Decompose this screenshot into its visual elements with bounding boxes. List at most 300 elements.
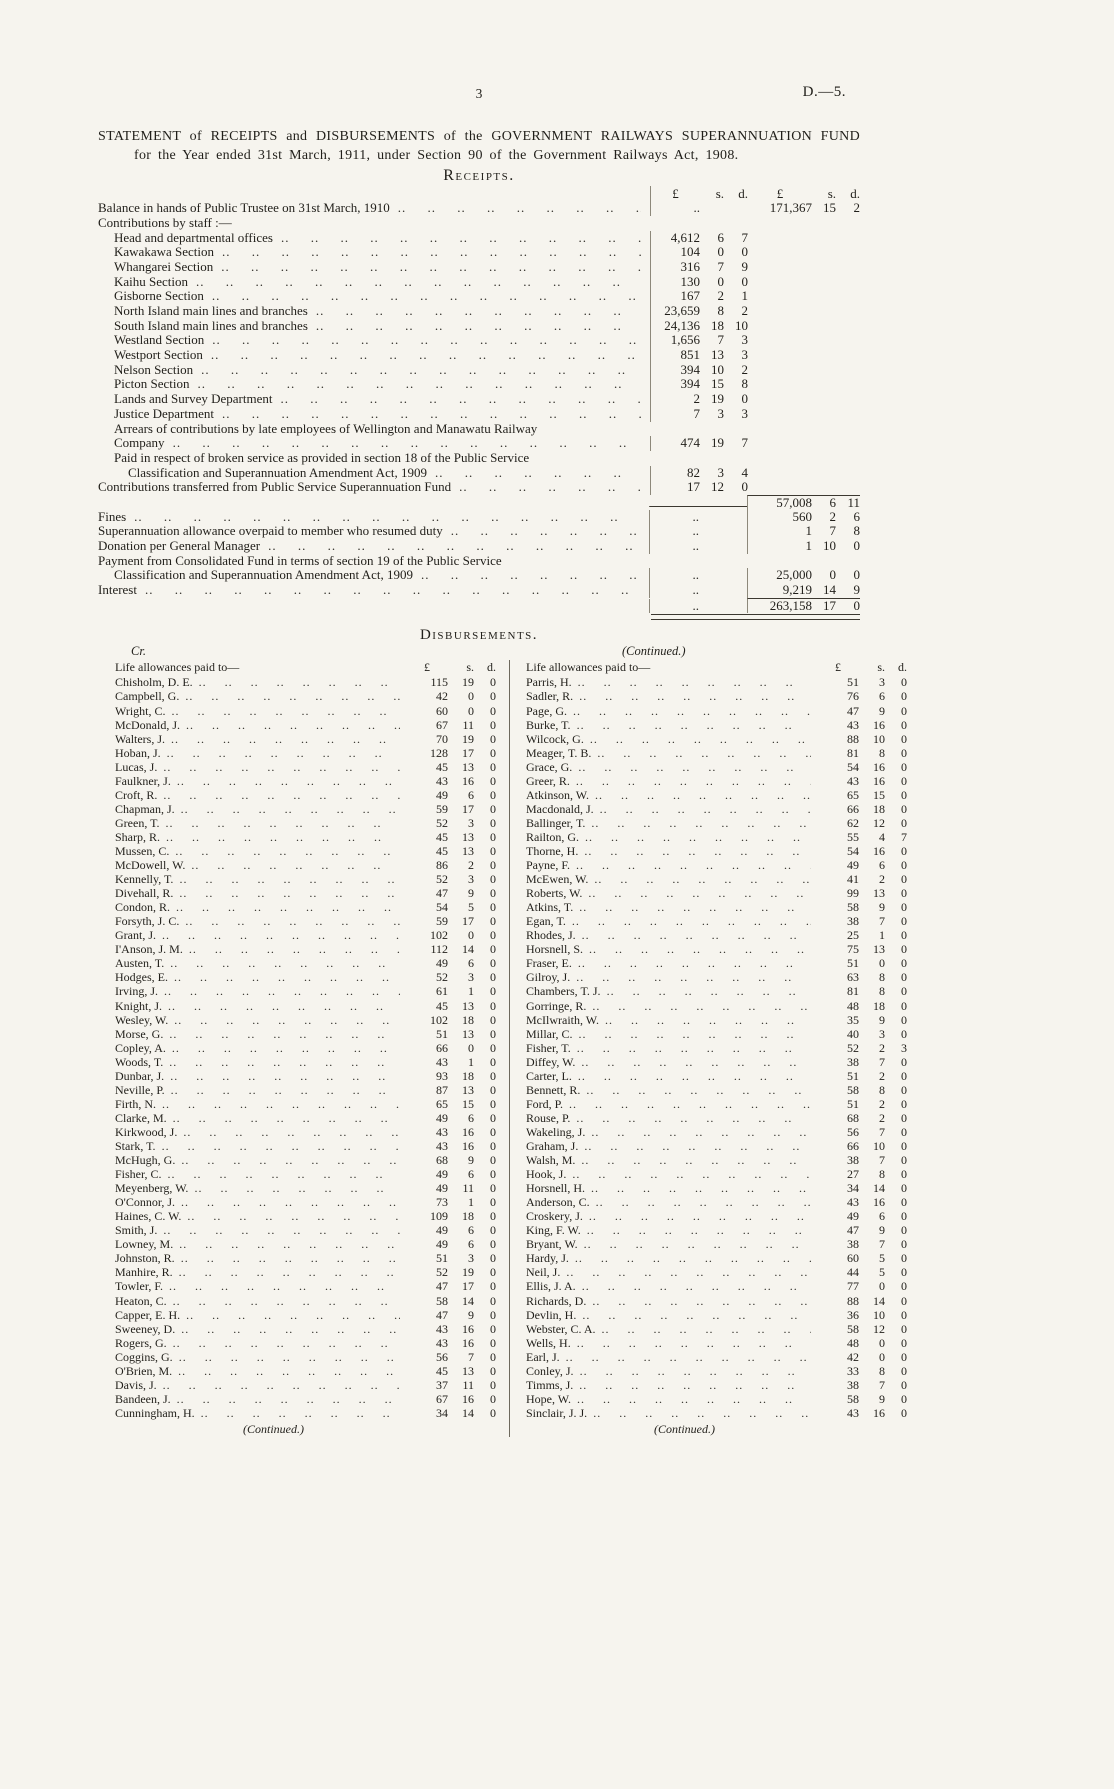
- allowance-name: Morse, G.: [115, 1026, 164, 1041]
- allowance-shillings: 0: [879, 1349, 885, 1364]
- inner-pounds: 474: [680, 435, 700, 451]
- receipts-row: [98, 275, 860, 290]
- allowance-pence: 0: [490, 1153, 496, 1168]
- allowance-pounds: 51: [847, 956, 859, 971]
- leader-dots: [189, 942, 400, 956]
- receipts-row: [98, 407, 860, 422]
- allowance-row: [115, 1265, 496, 1279]
- allowance-shillings: 0: [879, 1335, 885, 1350]
- allowance-pounds: 42: [436, 689, 448, 704]
- allowance-pence: 0: [490, 872, 496, 887]
- allowance-name: Chisholm, D. E.: [115, 675, 193, 690]
- receipts-row: [98, 304, 860, 319]
- allowance-shillings: 8: [879, 1363, 885, 1378]
- leader-dots: [398, 201, 641, 216]
- receipts-row: [98, 392, 860, 407]
- allowance-pounds: 66: [847, 801, 859, 816]
- allowance-rows-right: [526, 675, 907, 1419]
- allowance-pence: 0: [490, 1082, 496, 1097]
- allowance-shillings: 17: [462, 801, 474, 816]
- leader-dots: [173, 436, 641, 451]
- leader-dots: [281, 231, 641, 246]
- allowance-pence: 0: [490, 1335, 496, 1350]
- allowance-shillings: 2: [879, 872, 885, 887]
- allowance-shillings: 18: [873, 801, 885, 816]
- leader-dots: [579, 1027, 811, 1041]
- allowance-name: Rogers, G.: [115, 1335, 167, 1350]
- inner-amount: [649, 539, 747, 554]
- allowance-name: Copley, A.: [115, 1040, 166, 1055]
- allowance-name: Green, T.: [115, 815, 160, 830]
- allowance-row: [526, 1406, 907, 1420]
- allowance-pence: 0: [490, 956, 496, 971]
- allowance-name: Hardy, J.: [526, 1251, 569, 1266]
- allowance-shillings: 13: [462, 1363, 474, 1378]
- allowance-pence: 0: [490, 815, 496, 830]
- leader-dots: [581, 1055, 811, 1069]
- allowance-pounds: 102: [430, 1012, 448, 1027]
- allowance-pounds: 88: [847, 1293, 859, 1308]
- allowance-pounds: 43: [847, 773, 859, 788]
- allowance-name: Condon, R.: [115, 900, 171, 915]
- allowance-shillings: 9: [879, 1223, 885, 1238]
- outer-pounds: 560: [792, 508, 812, 524]
- leader-dots: [211, 348, 641, 363]
- allowance-name: Wesley, W.: [115, 1012, 169, 1027]
- page-content: [98, 84, 907, 1437]
- allowance-name: Horsnell, S.: [526, 942, 583, 957]
- inner-pounds: 7: [693, 405, 700, 421]
- leader-dots: [168, 1167, 400, 1181]
- allowance-pence: 0: [901, 1405, 907, 1420]
- allowance-row: [526, 1308, 907, 1322]
- allowance-pence: 0: [901, 1321, 907, 1336]
- leader-dots: [600, 802, 811, 816]
- allowance-shillings: 16: [462, 773, 474, 788]
- receipts-row-text: Westport Section: [114, 347, 203, 363]
- allowance-pounds: 49: [847, 1209, 859, 1224]
- allowance-pounds: 109: [430, 1209, 448, 1224]
- leader-dots: [197, 377, 641, 392]
- allowance-name: Macdonald, J.: [526, 801, 594, 816]
- receipts-row-text: Arrears of contributions by late employees of Wellington and Manawatu Railway: [114, 420, 538, 436]
- allowance-shillings: 3: [468, 815, 474, 830]
- allowance-shillings: 9: [879, 1012, 885, 1027]
- allowance-pence: 0: [901, 844, 907, 858]
- receipts-row-text: Superannuation allowance overpaid to member who resumed duty: [98, 523, 443, 539]
- allowance-pence: 0: [490, 801, 496, 816]
- leader-dots: [221, 260, 641, 275]
- allowance-pounds: 88: [847, 731, 859, 746]
- allowance-pence: 0: [901, 1377, 907, 1392]
- inner-shillings: 19: [711, 391, 724, 407]
- allowance-pounds: 45: [436, 829, 448, 844]
- leader-dots: [592, 1294, 811, 1308]
- allowance-row: [115, 1392, 496, 1406]
- allowance-shillings: 2: [879, 1096, 885, 1111]
- receipts-row-text: North Island main lines and branches: [114, 303, 308, 318]
- allowance-shillings: 7: [879, 1377, 885, 1392]
- allowance-pounds: 55: [847, 829, 859, 844]
- leader-dots: [212, 289, 641, 304]
- allowance-pounds: 47: [436, 886, 448, 901]
- leader-dots: [316, 304, 641, 319]
- allowance-pence: 0: [901, 1026, 907, 1041]
- allowance-name: Faulkner, J.: [115, 773, 171, 788]
- allowance-name: Kirkwood, J.: [115, 1124, 178, 1139]
- inner-amount: [650, 480, 748, 495]
- allowance-name: Capper, E. H.: [115, 1307, 181, 1322]
- leader-dots: [607, 984, 811, 998]
- allowance-pounds: 77: [847, 1279, 859, 1294]
- allowance-name: Ballinger, T.: [526, 815, 586, 830]
- allowance-shillings: 0: [468, 1040, 474, 1055]
- receipts-row-text: Kawakawa Section: [114, 244, 214, 260]
- outer-pence: 0: [853, 567, 860, 583]
- leader-dots: [594, 872, 811, 886]
- leader-dots: [185, 914, 400, 928]
- allowance-name: O'Connor, J.: [115, 1195, 176, 1210]
- leader-dots: [181, 1251, 400, 1265]
- allowance-row: [526, 1322, 907, 1336]
- allowance-pounds: 73: [436, 1195, 448, 1210]
- leader-dots: [171, 1083, 400, 1097]
- allowance-row: [526, 886, 907, 900]
- allowance-name: Neville, P.: [115, 1082, 165, 1097]
- receipts-row-label: [98, 510, 649, 525]
- receipts-row-label: [98, 201, 650, 216]
- receipts-row-label: [98, 466, 650, 481]
- allowance-row: [526, 760, 907, 774]
- pound-sign: £: [672, 186, 679, 202]
- allowance-shillings: 12: [873, 815, 885, 830]
- allowance-pence: 0: [490, 829, 496, 844]
- allowance-pounds: 115: [430, 675, 448, 690]
- inner-amount: [650, 245, 748, 260]
- leader-dots: [191, 858, 400, 872]
- outer-pounds: 25,000: [776, 567, 812, 583]
- allowance-shillings: 18: [462, 1012, 474, 1027]
- outer-amount: [748, 201, 860, 216]
- leader-dots: [172, 1041, 400, 1055]
- allowance-pounds: 54: [847, 844, 859, 858]
- inner-pence: 0: [741, 479, 748, 495]
- allowance-pence: 0: [490, 1307, 496, 1322]
- allowance-pounds: 38: [847, 1237, 859, 1252]
- outer-shillings: 6: [829, 494, 836, 510]
- allowance-pence: 0: [490, 858, 496, 873]
- allowance-pence: 0: [901, 858, 907, 873]
- inner-pence: 3: [741, 332, 748, 348]
- inner-pounds: 851: [680, 347, 700, 363]
- receipts-row-label: [98, 568, 649, 583]
- allowance-pounds: 38: [847, 1377, 859, 1392]
- allowance-name: Smith, J.: [115, 1223, 158, 1238]
- inner-amount: [649, 583, 747, 598]
- allowance-row: [526, 1350, 907, 1364]
- receipts-row-text: Head and departmental offices: [114, 229, 273, 245]
- allowance-row: [526, 1111, 907, 1125]
- allowance-name: Lowney, M.: [115, 1237, 174, 1252]
- allowance-shillings: 3: [879, 675, 885, 690]
- inner-pounds: ..: [692, 538, 699, 553]
- allowance-row: [526, 984, 907, 998]
- outer-shillings: 2: [829, 508, 836, 524]
- inner-shillings: 7: [717, 332, 724, 348]
- allowance-pence: 0: [901, 984, 907, 999]
- outer-pence: 6: [853, 508, 860, 524]
- leader-dots: [451, 524, 640, 539]
- allowance-shillings: 16: [462, 1321, 474, 1336]
- outer-shillings: 15: [823, 200, 836, 216]
- leader-dots: [201, 1406, 400, 1420]
- allowance-pence: 0: [901, 1082, 907, 1097]
- allowance-pounds: 66: [436, 1040, 448, 1055]
- inner-shillings: 0: [717, 273, 724, 289]
- inner-pence: 8: [741, 376, 748, 392]
- allowance-pounds: 35: [847, 1012, 859, 1027]
- allowance-pence: 0: [901, 872, 907, 887]
- allowance-name: Sinclair, J. J.: [526, 1405, 588, 1420]
- leader-dots: [222, 407, 641, 422]
- allowance-pounds: 54: [436, 900, 448, 915]
- leader-dots: [181, 1195, 400, 1209]
- pence-abbr: d.: [738, 186, 748, 202]
- allowance-row: [115, 1069, 496, 1083]
- allowance-row: [115, 1279, 496, 1293]
- allowance-pounds: 49: [436, 1110, 448, 1125]
- leader-dots: [595, 788, 811, 802]
- inner-amount: [649, 568, 747, 583]
- allowance-pounds: 49: [436, 1237, 448, 1252]
- allowance-row: [115, 1167, 496, 1181]
- allowance-row: [526, 970, 907, 984]
- allowance-row: [526, 1294, 907, 1308]
- allowance-pence: 0: [901, 745, 907, 760]
- allowance-pounds: 67: [436, 1391, 448, 1406]
- continued-bottom-right: (Continued.): [654, 1421, 715, 1436]
- leader-dots: [181, 1322, 400, 1336]
- inner-pounds: ..: [692, 508, 699, 524]
- allowance-pence: 0: [901, 928, 907, 943]
- leader-dots: [185, 689, 400, 703]
- allowance-pence: 0: [901, 1237, 907, 1252]
- allowance-shillings: 5: [879, 1265, 885, 1280]
- inner-amount: [649, 599, 747, 614]
- receipts-row-text: Justice Department: [114, 405, 214, 421]
- allowance-row: [115, 802, 496, 816]
- allowance-pounds: 59: [436, 914, 448, 929]
- leader-dots: [168, 999, 400, 1013]
- leader-dots: [174, 1013, 400, 1027]
- allowance-shillings: 3: [468, 970, 474, 985]
- outer-pounds: 1: [805, 523, 812, 539]
- cr-label: Cr.: [131, 644, 146, 659]
- leader-dots: [582, 1279, 811, 1293]
- allowance-row: [526, 1364, 907, 1378]
- allowance-shillings: 16: [462, 1124, 474, 1139]
- allowance-row: [526, 1392, 907, 1406]
- leader-dots: [173, 1294, 400, 1308]
- receipts-row-label: [98, 275, 650, 290]
- receipts-row-label: [98, 348, 650, 363]
- allowance-row: [526, 1153, 907, 1167]
- receipts-row-text: Contributions transferred from Public Service Superannuation Fund: [98, 479, 452, 495]
- allowance-pence: 0: [901, 1209, 907, 1224]
- allowance-name: Atkins, T.: [526, 900, 574, 915]
- allowance-row: [115, 1237, 496, 1251]
- allowance-name: Horsnell, H.: [526, 1181, 585, 1196]
- allowance-row: [115, 816, 496, 830]
- allowance-shillings: 16: [873, 1195, 885, 1210]
- allowance-row: [115, 1350, 496, 1364]
- receipts-table: [98, 186, 860, 620]
- allowance-name: Fisher, C.: [115, 1167, 162, 1182]
- shillings-abbr: s.: [466, 660, 474, 675]
- leader-dots: [578, 1069, 811, 1083]
- receipts-row-text: Donation per General Manager: [98, 538, 261, 553]
- leader-dots: [586, 1083, 811, 1097]
- allowance-pence: 0: [901, 703, 907, 718]
- allowance-shillings: 19: [462, 1265, 474, 1280]
- allowance-name: Hook, J.: [526, 1167, 567, 1182]
- allowance-pounds: 49: [847, 858, 859, 873]
- allowance-pounds: 43: [436, 1321, 448, 1336]
- allowance-pounds: 68: [436, 1153, 448, 1168]
- allowance-shillings: 6: [468, 956, 474, 971]
- allowance-name: McIlwraith, W.: [526, 1012, 599, 1027]
- inner-pounds: ..: [692, 523, 699, 539]
- shillings-abbr: s.: [827, 186, 836, 202]
- outer-pounds: 171,367: [769, 200, 812, 216]
- allowance-pence: 0: [490, 1040, 496, 1055]
- leader-dots: [179, 1350, 400, 1364]
- allowance-row: [115, 914, 496, 928]
- allowance-pounds: 68: [847, 1110, 859, 1125]
- allowance-row: [115, 1027, 496, 1041]
- allowance-row: [526, 1125, 907, 1139]
- leader-dots: [177, 774, 400, 788]
- allowance-shillings: 18: [462, 1068, 474, 1083]
- inner-pence: 7: [741, 435, 748, 451]
- allowance-pence: 0: [901, 801, 907, 816]
- receipts-row-text: Classification and Superannuation Amendment Act, 1909: [128, 464, 427, 480]
- leader-dots: [169, 1055, 400, 1069]
- receipts-row-text: Picton Section: [114, 376, 190, 392]
- allowance-row: [526, 1237, 907, 1251]
- allowance-name: Stark, T.: [115, 1138, 156, 1153]
- leader-dots: [579, 1378, 811, 1392]
- allowance-row: [526, 1055, 907, 1069]
- allowance-row: [115, 1181, 496, 1195]
- allowance-row: [526, 1336, 907, 1350]
- allowance-shillings: 19: [462, 675, 474, 690]
- allowance-shillings: 8: [879, 1167, 885, 1182]
- allowance-pence: 0: [490, 1068, 496, 1083]
- inner-pence: 1: [741, 288, 748, 304]
- receipts-row-text: Classification and Superannuation Amendment Act, 1909: [114, 567, 413, 583]
- leader-dots: [162, 1139, 400, 1153]
- allowance-name: Wells, H.: [526, 1335, 571, 1350]
- allowance-row: [115, 1097, 496, 1111]
- allowance-shillings: 16: [462, 1335, 474, 1350]
- allowance-name: Johnston, R.: [115, 1251, 175, 1266]
- allowance-shillings: 4: [879, 829, 885, 844]
- inner-amount: [650, 231, 748, 246]
- pence-abbr: d.: [487, 660, 496, 675]
- allowance-pence: 0: [901, 1138, 907, 1153]
- leader-dots: [605, 1013, 811, 1027]
- allowance-pounds: 49: [436, 1181, 448, 1196]
- receipts-row-text: Balance in hands of Public Trustee on 31st March, 1910: [98, 200, 390, 216]
- leader-dots: [173, 1111, 400, 1125]
- allowance-name: O'Brien, M.: [115, 1363, 173, 1378]
- allowance-pounds: 40: [847, 1026, 859, 1041]
- receipts-row: [98, 377, 860, 392]
- allowance-pence: 0: [901, 731, 907, 746]
- receipts-row-text: Company: [114, 435, 165, 451]
- allowance-shillings: 16: [873, 759, 885, 774]
- inner-pence: 3: [741, 347, 748, 363]
- allowance-name: Grant, J.: [115, 928, 156, 943]
- allowance-row: [115, 830, 496, 844]
- continued-bottom-left: (Continued.): [243, 1421, 304, 1436]
- allowance-pounds: 48: [847, 1335, 859, 1350]
- receipts-row-text: Whangarei Section: [114, 258, 214, 274]
- allowance-shillings: 14: [873, 1293, 885, 1308]
- allowance-row: [115, 956, 496, 970]
- allowance-pence: 0: [901, 1391, 907, 1406]
- inner-amount: [650, 319, 748, 334]
- leader-dots: [602, 1322, 811, 1336]
- inner-pounds: 17: [687, 479, 700, 495]
- allowance-shillings: 3: [468, 1251, 474, 1266]
- allowance-pounds: 51: [847, 1096, 859, 1111]
- allowance-shillings: 2: [879, 1040, 885, 1055]
- allowance-name: Campbell, G.: [115, 689, 180, 704]
- outer-shillings: 7: [829, 523, 836, 539]
- allowance-name: Gilroy, J.: [526, 970, 571, 985]
- receipts-row-label: [98, 407, 650, 422]
- shillings-abbr: s.: [877, 660, 885, 675]
- inner-pence: 9: [741, 258, 748, 274]
- allowance-row: [115, 1294, 496, 1308]
- inner-pounds: ..: [692, 597, 699, 613]
- inner-shillings: 8: [717, 303, 724, 318]
- allowance-pence: 0: [490, 1349, 496, 1364]
- inner-pounds: 82: [687, 464, 700, 480]
- allowance-pence: 0: [490, 1223, 496, 1238]
- allowance-shillings: 8: [879, 1082, 885, 1097]
- allowance-row: [115, 1139, 496, 1153]
- allowance-shillings: 8: [879, 984, 885, 999]
- receipts-row-text: Payment from Consolidated Fund in terms of section 19 of the Public Service: [98, 552, 502, 568]
- allowance-name: Ford, P.: [526, 1096, 564, 1111]
- allowance-name: Fraser, E.: [526, 956, 572, 971]
- receipts-row: [98, 466, 860, 481]
- allowance-row: [526, 689, 907, 703]
- allowance-row: [526, 1013, 907, 1027]
- allowance-name: Mussen, C.: [115, 844, 170, 858]
- receipts-row-label: [98, 245, 650, 260]
- receipts-row-label: [98, 289, 650, 304]
- allowance-pounds: 34: [847, 1181, 859, 1196]
- allowances-left-header: [115, 660, 496, 675]
- leader-dots: [577, 1336, 811, 1350]
- leader-dots: [171, 732, 400, 746]
- allowance-pence: 0: [901, 998, 907, 1013]
- receipts-row: [98, 260, 860, 275]
